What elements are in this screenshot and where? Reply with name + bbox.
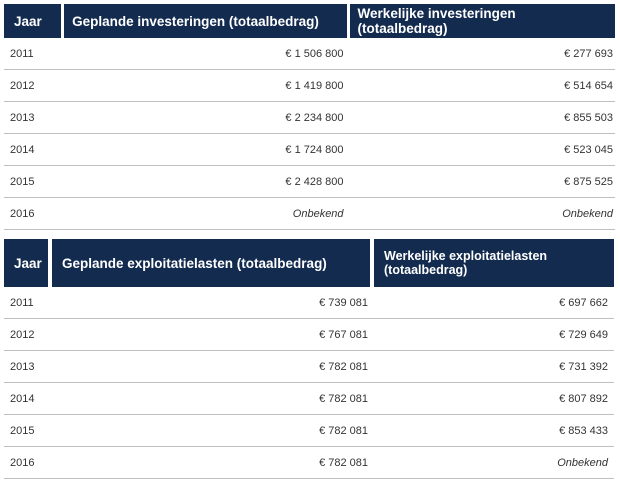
table-header-row <box>4 4 615 38</box>
table-row <box>4 383 614 415</box>
cell-jaar: 2012 <box>4 70 64 102</box>
header-werkelijke-investeringen: Werkelijke investeringen (totaalbedrag) <box>350 4 615 38</box>
table-row <box>4 166 615 198</box>
table-row <box>4 198 615 230</box>
cell-gepland: € 782 081 <box>52 351 374 383</box>
header-jaar: Jaar <box>4 4 64 38</box>
cell-werkelijk: € 729 649 <box>374 319 614 351</box>
cell-jaar: 2011 <box>4 287 52 319</box>
table-row <box>4 415 614 447</box>
header-werkelijke-exploitatielasten: Werkelijke exploitatielasten (totaalbedrag) <box>374 239 614 287</box>
cell-jaar: 2013 <box>4 351 52 383</box>
table-row <box>4 134 615 166</box>
cell-gepland: € 2 428 800 <box>64 166 349 198</box>
cell-werkelijk: € 523 045 <box>350 134 615 166</box>
cell-jaar: 2011 <box>4 38 64 70</box>
cell-werkelijk: Onbekend <box>374 447 614 479</box>
table-row <box>4 38 615 70</box>
cell-werkelijk: € 875 525 <box>350 166 615 198</box>
cell-jaar: 2014 <box>4 383 52 415</box>
table-row <box>4 351 614 383</box>
exploitatielasten-table <box>4 239 614 479</box>
cell-gepland: € 767 081 <box>52 319 374 351</box>
cell-jaar: 2012 <box>4 319 52 351</box>
cell-werkelijk: € 514 654 <box>350 70 615 102</box>
table-row <box>4 319 614 351</box>
cell-werkelijk: € 807 892 <box>374 383 614 415</box>
cell-gepland: € 2 234 800 <box>64 102 349 134</box>
cell-werkelijk: Onbekend <box>350 198 615 230</box>
cell-gepland: € 782 081 <box>52 415 374 447</box>
cell-gepland: € 1 419 800 <box>64 70 349 102</box>
cell-gepland: € 739 081 <box>52 287 374 319</box>
cell-jaar: 2013 <box>4 102 64 134</box>
cell-werkelijk: € 697 662 <box>374 287 614 319</box>
cell-jaar: 2015 <box>4 166 64 198</box>
cell-gepland: € 782 081 <box>52 447 374 479</box>
cell-werkelijk: € 853 433 <box>374 415 614 447</box>
investeringen-table <box>4 4 615 230</box>
table-row <box>4 287 614 319</box>
cell-jaar: 2014 <box>4 134 64 166</box>
cell-gepland: € 1 724 800 <box>64 134 349 166</box>
cell-jaar: 2015 <box>4 415 52 447</box>
cell-werkelijk: € 855 503 <box>350 102 615 134</box>
table-row <box>4 447 614 479</box>
table-row <box>4 102 615 134</box>
header-geplande-investeringen: Geplande investeringen (totaalbedrag) <box>64 4 349 38</box>
cell-jaar: 2016 <box>4 198 64 230</box>
cell-gepland: € 1 506 800 <box>64 38 349 70</box>
cell-werkelijk: € 277 693 <box>350 38 615 70</box>
table-header-row <box>4 239 614 287</box>
header-geplande-exploitatielasten: Geplande exploitatielasten (totaalbedrag) <box>52 239 374 287</box>
cell-gepland: Onbekend <box>64 198 349 230</box>
header-jaar: Jaar <box>4 239 52 287</box>
cell-jaar: 2016 <box>4 447 52 479</box>
table-row <box>4 70 615 102</box>
cell-werkelijk: € 731 392 <box>374 351 614 383</box>
cell-gepland: € 782 081 <box>52 383 374 415</box>
